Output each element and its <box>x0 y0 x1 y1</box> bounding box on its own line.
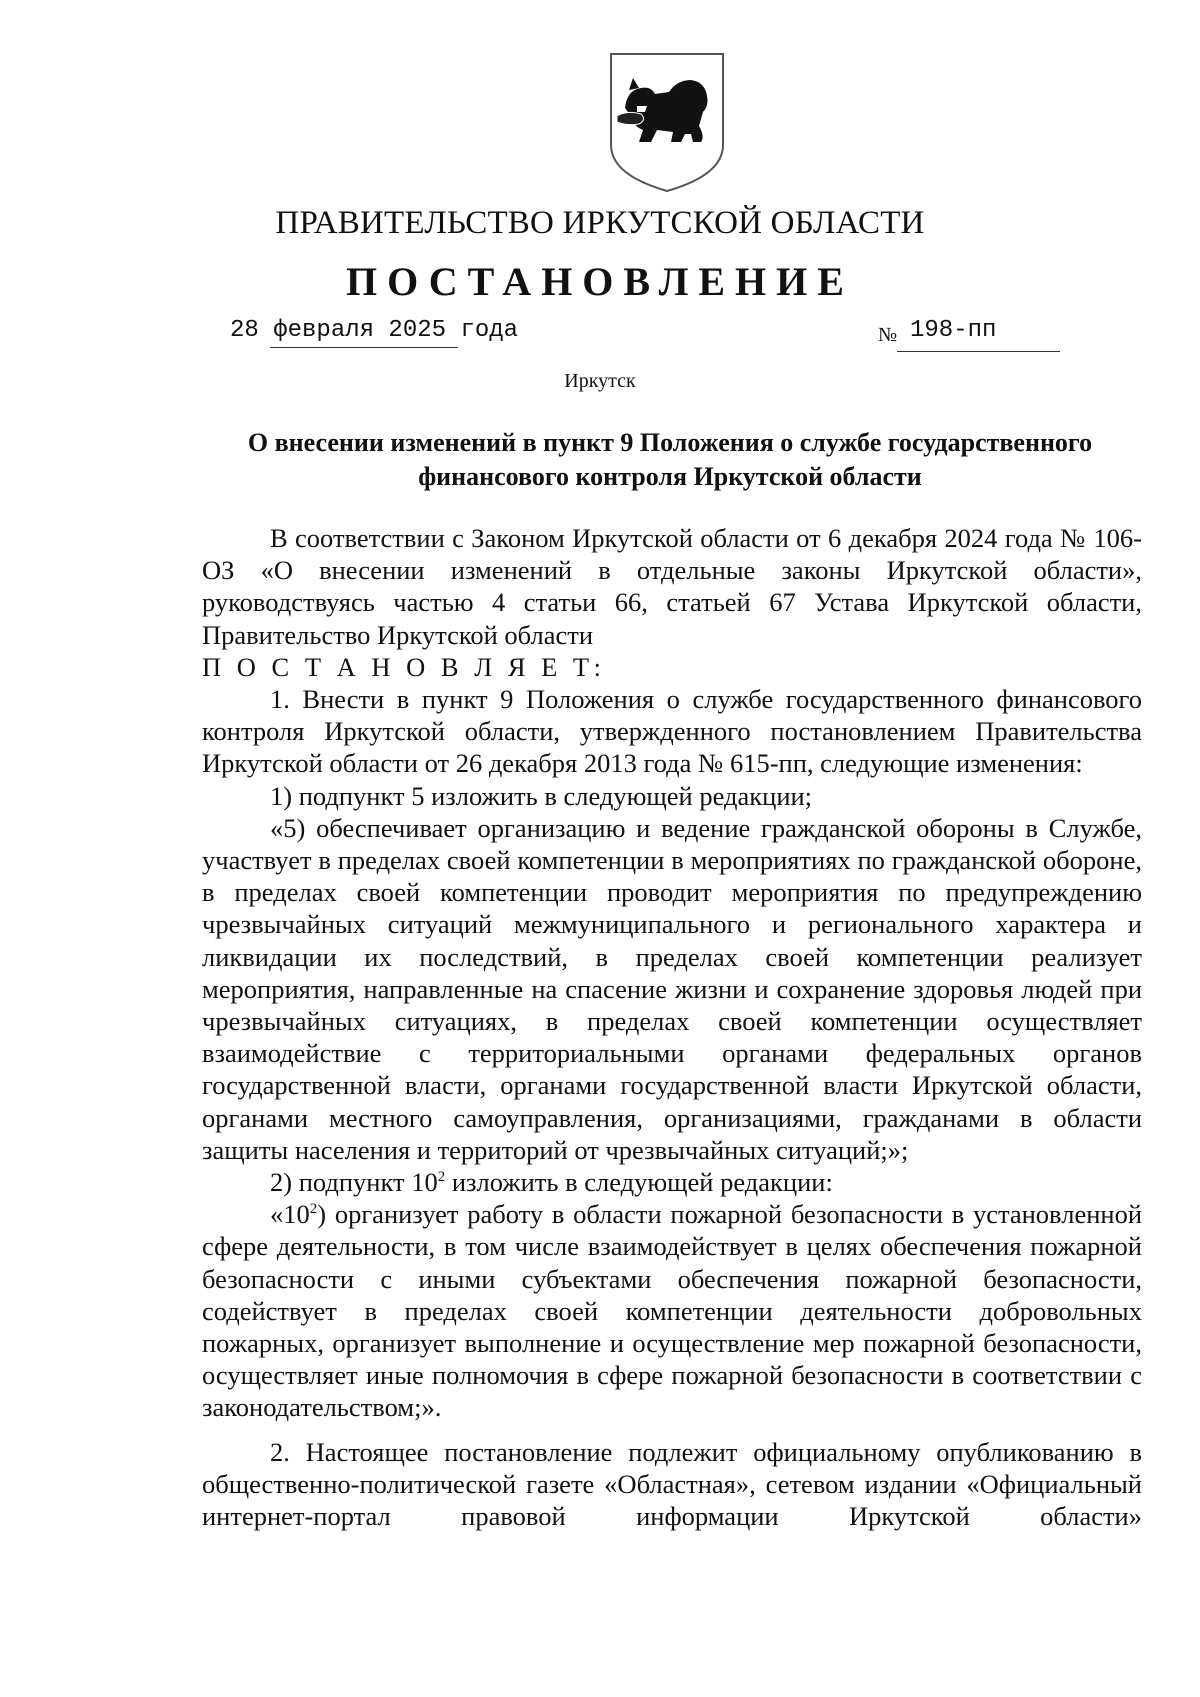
subitem-2-heading-post: изложить в следующей редакции: <box>445 1167 833 1198</box>
subject-line-2: финансового контроля Иркутской области <box>418 462 922 491</box>
issuing-authority: ПРАВИТЕЛЬСТВО ИРКУТСКОЙ ОБЛАСТИ <box>275 205 925 241</box>
city: Иркутск <box>564 370 636 392</box>
date-underline <box>270 347 458 348</box>
document-date: 28 февраля 2025 года <box>230 317 519 344</box>
preamble-paragraph: В соответствии с Законом Иркутской области от 6 декабря 2024 года № 106-ОЗ «О внесении изменений в отдельные законы Иркутской области», руководствуясь частью 4 статьи 66, статьей 67 Устава Иркутской области, Правительство Иркутской области <box>202 523 1142 650</box>
number-sign: № <box>878 324 898 346</box>
subitem-2-text <box>202 1198 1142 1423</box>
document-number: 198-пп <box>910 317 997 344</box>
number-underline <box>897 351 1060 352</box>
subitem-1-heading: 1) подпункт 5 изложить в следующей редакции; <box>270 780 813 811</box>
coat-of-arms-emblem <box>607 50 727 195</box>
subitem-2-heading-pre: 2) подпункт 10 <box>270 1167 438 1198</box>
superscript: 2 <box>309 1201 318 1218</box>
decree-word: П О С Т А Н О В Л Я Е Т: <box>202 651 606 682</box>
document-subject <box>200 426 1140 494</box>
subitem-2-text-main: ) организует работу в области пожарной безопасности в установленной сфере деятельности, в том числе взаимодействует в целях обеспечения пожарной безопасности с иными субъектами обеспечения пожарной безопасности, содействует в пределах своей компетенции деятельности добровольных пожарных, организует выполнение и осуществление мер пожарной безопасности, осуществляет иные полномочия в сфере пожарной безопасности в соответствии с законодательством;». <box>202 1199 1142 1423</box>
superscript: 2 <box>437 1169 446 1186</box>
document-type-title: ПОСТАНОВЛЕНИЕ <box>346 259 854 304</box>
subitem-2-text-pre: «10 <box>270 1199 310 1230</box>
document-body <box>202 522 1142 1532</box>
subject-line-1: О внесении изменений в пункт 9 Положения о службе государственного <box>247 428 1093 457</box>
subitem-2-heading <box>202 1166 1142 1198</box>
item-1-paragraph: 1. Внести в пункт 9 Положения о службе государственного финансового контроля Иркутской области, утвержденного постановлением Правительства Иркутской области от 26 декабря 2013 года № 615-пп, следующие изменения: <box>202 684 1142 779</box>
subitem-1-text: «5) обеспечивает организацию и ведение гражданской обороны в Службе, участвует в пределах своей компетенции в мероприятиях по гражданской обороне, в пределах своей компетенции проводит мероприятия по предупреждению чрезвычайных ситуаций межмуниципального и регионального характера и ликвидации их последствий, в пределах своей компетенции реализует мероприятия, направленные на спасение жизни и сохранение здоровья людей при чрезвычайных ситуациях, в пределах своей компетенции осуществляет взаимодействие с территориальными органами федеральных органов государственной власти, органами государственной власти Иркутской области, органами местного самоуправления, организациями, гражданами в области защиты населения и территорий от чрезвычайных ситуаций;»; <box>202 812 1142 1165</box>
item-2-paragraph: 2. Настоящее постановление подлежит официальному опубликованию в общественно-политической газете «Областная», сетевом издании «Официальный интернет-портал правовой информации Иркутской области» <box>202 1436 1142 1532</box>
